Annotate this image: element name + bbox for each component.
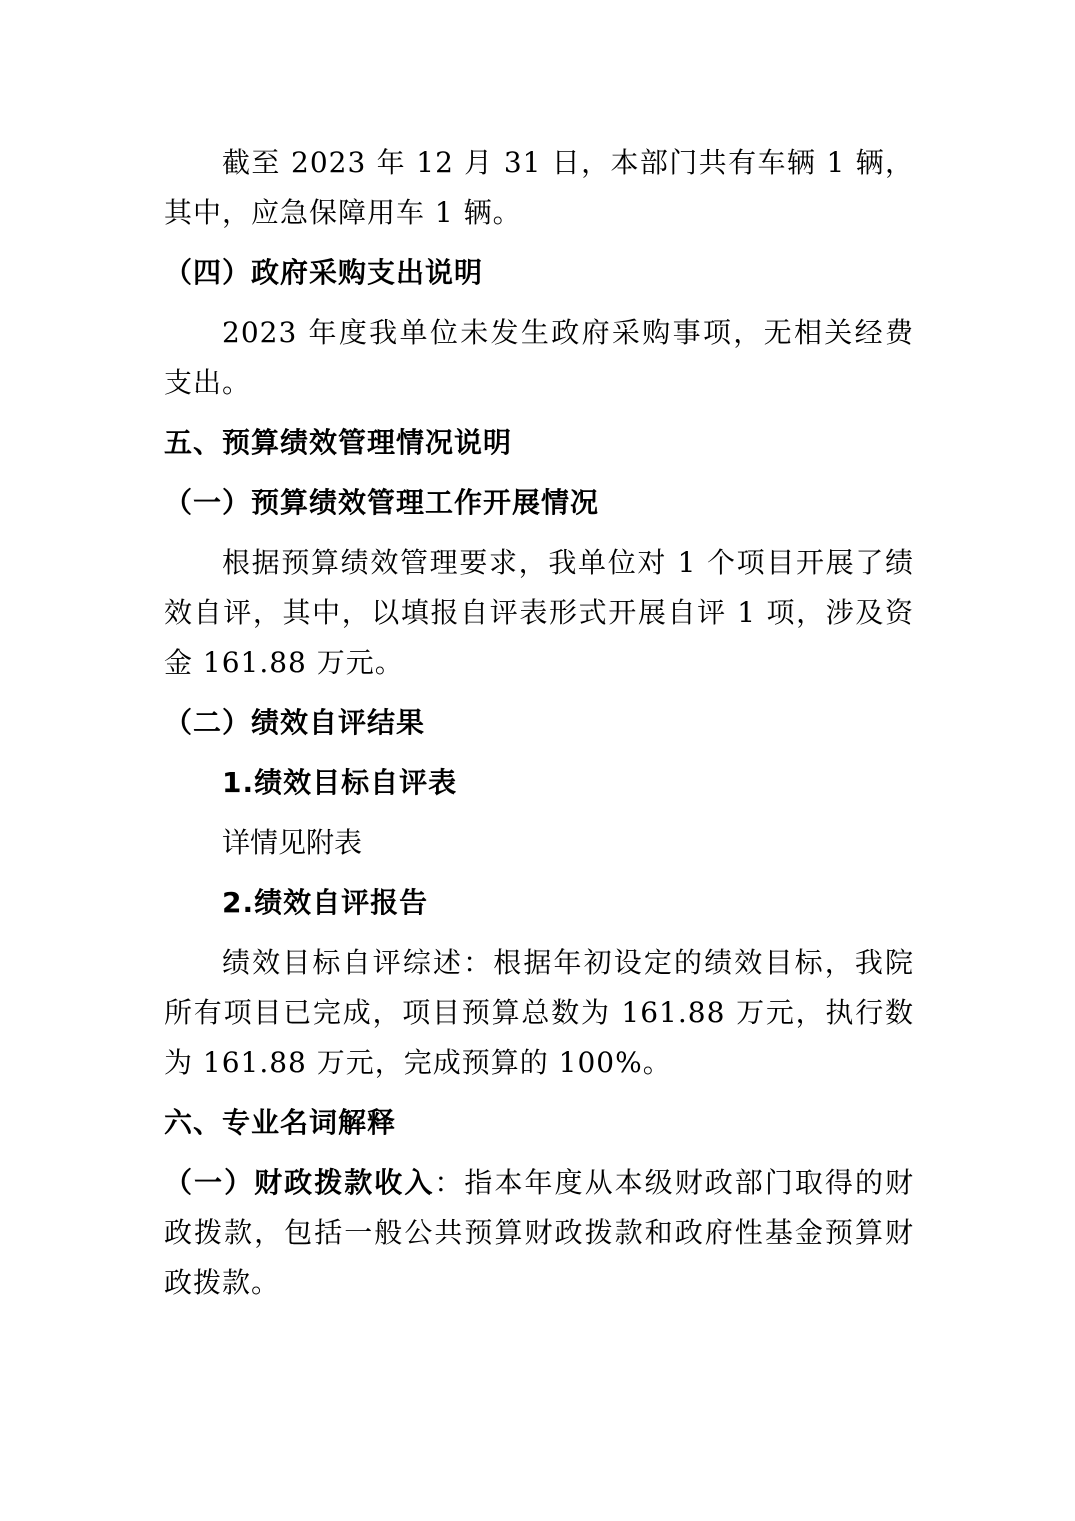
glossary-heading: 六、专业名词解释: [164, 1106, 397, 1139]
performance-sub2-heading: （二）绩效自评结果: [164, 706, 426, 739]
glossary-term1-title: （一）财政拨款收入: [164, 1166, 435, 1199]
performance-sub1-heading: （一）预算绩效管理工作开展情况: [164, 486, 600, 519]
glossary-term1-text: ：指本年度从本级财政部门取得的财政拨款，包括一般公共预算财政拨款和政府性基金预算财政拨款。: [164, 1166, 914, 1299]
document-page: [164, 138, 914, 1308]
performance-sub1-paragraph: 根据预算绩效管理要求，我单位对 1 个项目开展了绩效自评，其中，以填报自评表形式开展自评 1 项，涉及资金 161.88 万元。: [164, 546, 914, 679]
procurement-paragraph: 2023 年度我单位未发生政府采购事项，无相关经费支出。: [164, 316, 914, 399]
performance-heading: 五、预算绩效管理情况说明: [164, 426, 513, 459]
vehicles-paragraph: 截至 2023 年 12 月 31 日，本部门共有车辆 1 辆，其中，应急保障用车 1 辆。: [164, 146, 914, 229]
glossary-term1-paragraph: [164, 1158, 914, 1308]
performance-item1-text: 详情见附表: [222, 826, 363, 859]
procurement-heading: （四）政府采购支出说明: [164, 256, 484, 289]
performance-item2-paragraph: 绩效目标自评综述：根据年初设定的绩效目标，我院所有项目已完成，项目预算总数为 161.88 万元，执行数为 161.88 万元，完成预算的 100%。: [164, 946, 914, 1079]
performance-item1-heading: 1.绩效目标自评表: [222, 766, 458, 799]
performance-item2-heading: 2.绩效自评报告: [222, 886, 429, 919]
